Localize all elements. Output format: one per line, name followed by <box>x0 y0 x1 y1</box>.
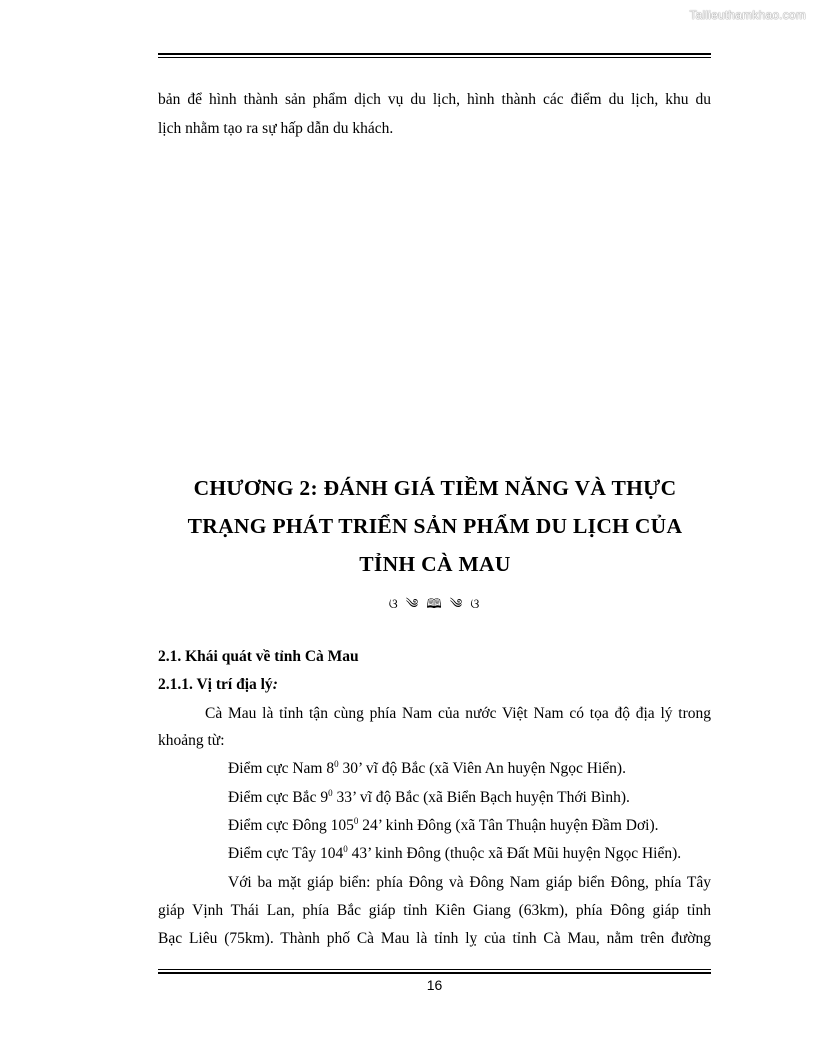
para2-line-2: giáp Vịnh Thái Lan, phía Bắc giáp tỉnh Kiên Giang (63km), phía Đông giáp tỉnh <box>158 902 711 919</box>
point-south: Điểm cực Nam $8^0$ 30’ vĩ độ Bắc (xã Viên An huyện Ngọc Hiển). <box>228 758 626 777</box>
intro-line-2: lịch nhằm tạo ra sự hấp dẫn du khách. <box>158 120 394 137</box>
para2-line-1: Với ba mặt giáp biển: phía Đông và Đông Nam giáp biển Đông, phía Tây <box>228 874 711 891</box>
intro-line-1: bản để hình thành sản phẩm dịch vụ du lịch, hình thành các điểm du lịch, khu du <box>158 91 711 108</box>
subsection-heading-text: 2.1.1. Vị trí địa lý <box>158 676 273 693</box>
footer-rule <box>158 969 711 974</box>
watermark: Tailieuthamkhao.com <box>689 8 806 22</box>
point-east: Điểm cực Đông $105^0$ 24’ kinh Đông (xã Tân Thuận huyện Đầm Dơi). <box>228 815 659 834</box>
page-number: 16 <box>426 977 443 993</box>
point-west: Điểm cực Tây $104^0$ 43’ kinh Đông (thuộc xã Đất Mũi huyện Ngọc Hiển). <box>228 843 682 862</box>
section-heading: 2.1. Khái quát về tỉnh Cà Mau <box>158 648 359 665</box>
para2-line-3: Bạc Liêu (75km). Thành phố Cà Mau là tỉnh lỵ của tỉnh Cà Mau, nằm trên đường <box>158 930 711 947</box>
chapter-title-line-1: CHƯƠNG 2: ĐÁNH GIÁ TIỀM NĂNG VÀ THỰC <box>193 476 677 500</box>
header-rule <box>158 53 711 58</box>
ornament-divider: ଓ ༄ 🕮 ༄ ଓ <box>388 597 482 612</box>
chapter-title-line-3: TỈNH CÀ MAU <box>359 552 511 576</box>
chapter-title-line-2: TRẠNG PHÁT TRIỂN SẢN PHẨM DU LỊCH CỦA <box>187 514 683 538</box>
subsection-heading-suffix: : <box>272 676 278 693</box>
para1-line-2: khoảng từ: <box>158 732 225 749</box>
para1-line-1: Cà Mau là tỉnh tận cùng phía Nam của nước Việt Nam có tọa độ địa lý trong <box>205 705 711 722</box>
point-north: Điểm cực Bắc $9^0$ 33’ vĩ độ Bắc (xã Biển Bạch huyện Thới Bình). <box>228 787 630 806</box>
subsection-heading <box>158 675 711 695</box>
